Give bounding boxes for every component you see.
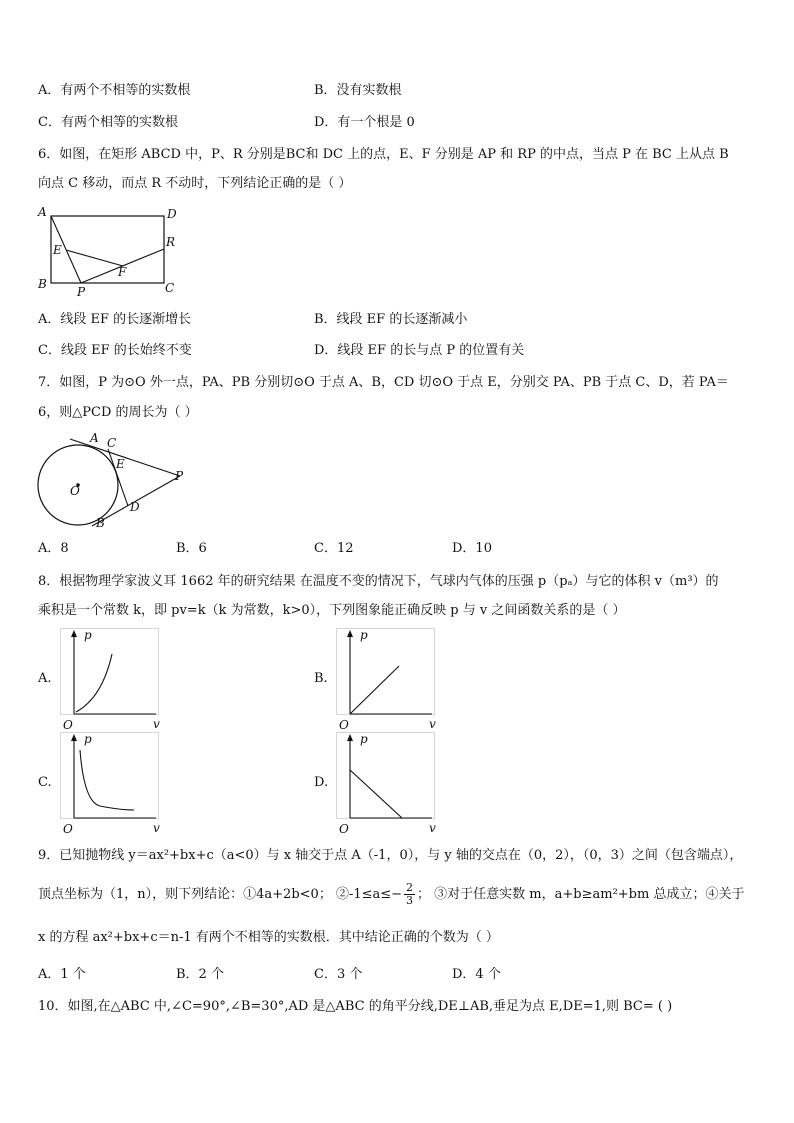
q9-option-c: C．3 个 [314, 967, 363, 982]
q8c-o-label: O [63, 822, 73, 836]
q5-option-c: C．有两个相等的实数根 [38, 115, 178, 130]
q9-option-d: D．4 个 [452, 967, 501, 982]
q8-stem-line2: 乘积是一个常数 k，即 pv=k（k 为常数，k>0），下列图象能正确反映 p 与 v 之间函数关系的是（ ） [38, 603, 626, 618]
q8a-v-label: v [153, 717, 160, 731]
q8-graph-d [336, 732, 446, 836]
q8-curve-a [76, 654, 112, 712]
q9-fraction-numerator: 2 [406, 881, 414, 894]
q6-label-d: D [167, 207, 177, 221]
q5-option-d: D．有一个根是 0 [314, 115, 415, 130]
q6-stem-line1: 6．如图，在矩形 ABCD 中，P、R 分别是BC和 DC 上的点，E、F 分别是 AP 和 RP 的中点，当点 P 在 BC 上从点 B [38, 147, 729, 162]
q6-label-a: A [38, 205, 47, 219]
q6-label-b: B [38, 277, 47, 291]
q9-option-b: B．2 个 [176, 967, 224, 982]
q7-stem-line2: 6，则△PCD 的周长为（ ） [38, 405, 198, 420]
q6-option-c: C．线段 EF 的长始终不变 [38, 343, 192, 358]
q5-option-b: B．没有实数根 [314, 83, 402, 98]
q6-label-p: P [77, 285, 86, 298]
q8a-o-label: O [63, 718, 73, 732]
q9-stem-line1: 9．已知抛物线 y＝ax²+bx+c（a<0）与 x 轴交于点 A（-1，0），与 y 轴的交点在（0，2），（0，3）之间（包含端点）， [38, 848, 743, 863]
q9-fraction [404, 882, 415, 907]
q7-label-o: O [70, 484, 80, 498]
q8d-o-label: O [339, 822, 349, 836]
q6-option-a: A．线段 EF 的长逐渐增长 [38, 312, 192, 327]
q6-label-f: F [118, 265, 127, 279]
q6-label-r: R [166, 235, 176, 249]
q8-line-b [350, 666, 399, 714]
q5-option-a: A．有两个不相等的实数根 [38, 83, 191, 98]
q9-stem-line2 [38, 882, 744, 907]
q8-stem-line1: 8．根据物理学家波义耳 1662 年的研究结果 在温度不变的情况下，气球内气体的压强 p（pₐ）与它的体积 v（m³）的 [38, 574, 719, 589]
q7-tangent-pa [70, 439, 180, 476]
q9-line2-part-a: 顶点坐标为（1，n），则下列结论：①4a+2b<0； ②-1≤a≤− [38, 887, 403, 902]
q9-stem-line3: x 的方程 ax²+bx+c＝n-1 有两个不相等的实数根．其中结论正确的个数为（ ） [38, 930, 499, 945]
q8a-p-label: p [84, 628, 92, 642]
q8b-o-label: O [339, 718, 349, 732]
q6-option-b: B．线段 EF 的长逐渐减小 [314, 312, 468, 327]
q6-figure [34, 204, 184, 298]
q10-stem: 10．如图,在△ABC 中,∠C=90°,∠B=30°,AD 是△ABC 的角平分线,DE⊥AB,垂足为点 E,DE=1,则 BC= ( ) [38, 999, 673, 1014]
q7-option-b: B．6 [176, 541, 207, 556]
q9-line2-part-b: ； ③对于任意实数 m，a+b≥am²+bm 总成立；④关于 [417, 887, 745, 902]
q6-rectangle [51, 216, 164, 283]
q8c-v-label: v [153, 821, 160, 835]
q7-option-d: D．10 [452, 541, 492, 556]
q6-label-e: E [53, 243, 62, 257]
q7-stem-line1: 7．如图，P 为⊙O 外一点，PA、PB 分别切⊙O 于点 A、B，CD 切⊙O 于点 E，分别交 PA、PB 于点 C、D，若 PA＝ [38, 375, 729, 390]
q8-option-b: B. [314, 671, 328, 686]
q8-option-c: C. [38, 775, 52, 790]
q8-line-d [350, 770, 402, 818]
q6-stem-line2: 向点 C 移动，而点 R 不动时，下列结论正确的是（ ） [38, 176, 352, 191]
q8c-p-label: p [84, 732, 92, 746]
q7-option-a: A．8 [38, 541, 69, 556]
q7-label-d: D [130, 500, 140, 514]
q8b-p-label: p [360, 628, 368, 642]
q7-label-p: P [175, 469, 184, 483]
q8-graph-b [336, 628, 446, 732]
q8d-v-label: v [429, 821, 436, 835]
q8-graph-a [60, 628, 170, 732]
q9-fraction-denominator: 3 [406, 894, 414, 907]
q6-label-c: C [165, 281, 175, 295]
q8-option-d: D. [314, 775, 329, 790]
q7-figure [30, 430, 190, 530]
q8d-p-label: p [360, 732, 368, 746]
q6-segment-ef [66, 250, 123, 266]
q7-label-b: B [96, 516, 105, 530]
q7-option-c: C．12 [314, 541, 354, 556]
q7-label-a: A [90, 431, 99, 445]
q8-graph-c [60, 732, 170, 836]
q8b-v-label: v [429, 717, 436, 731]
q6-option-d: D．线段 EF 的长与点 P 的位置有关 [314, 343, 525, 358]
q8-curve-c [80, 750, 134, 810]
q8-option-a: A. [38, 671, 52, 686]
q9-option-a: A．1 个 [38, 967, 86, 982]
q7-label-c: C [107, 436, 117, 450]
q7-label-e: E [116, 457, 125, 471]
